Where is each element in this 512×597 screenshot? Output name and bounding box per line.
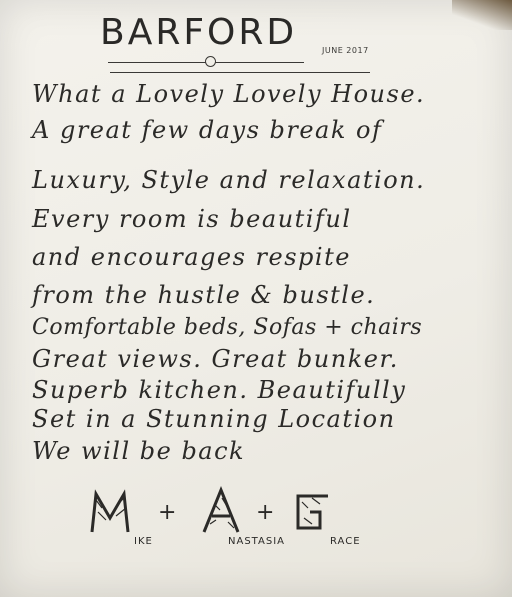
signature-block: [88, 488, 408, 558]
initial-a-drawing: [200, 486, 242, 536]
note-line: from the hustle & bustle.: [32, 281, 376, 309]
note-line: Comfortable beds, Sofas + chairs: [32, 315, 423, 340]
note-line: Great views. Great bunker.: [32, 345, 399, 373]
signature-name: NASTASIA: [228, 536, 285, 547]
title-ornament: [205, 56, 216, 67]
note-line: and encourages respite: [32, 243, 351, 271]
plus-sign: +: [158, 500, 177, 525]
page-title: BARFORD: [100, 12, 298, 53]
note-line: Set in a Stunning Location: [32, 405, 396, 433]
note-line: What a Lovely Lovely House.: [32, 80, 426, 108]
signature-name: IKE: [134, 536, 153, 547]
corner-shadow: [452, 0, 512, 30]
note-date: JUNE 2017: [322, 46, 369, 55]
note-line: A great few days break of: [32, 116, 383, 144]
note-line: Luxury, Style and relaxation.: [32, 166, 426, 194]
initial-m-drawing: [88, 488, 132, 536]
note-line: Superb kitchen. Beautifully: [32, 376, 407, 404]
note-line: We will be back: [32, 437, 246, 465]
plus-sign: +: [256, 500, 275, 525]
initial-g-drawing: [292, 488, 332, 536]
signature-name: RACE: [330, 536, 361, 547]
note-line: Every room is beautiful: [32, 205, 352, 233]
title-underline-lower: [110, 72, 370, 73]
